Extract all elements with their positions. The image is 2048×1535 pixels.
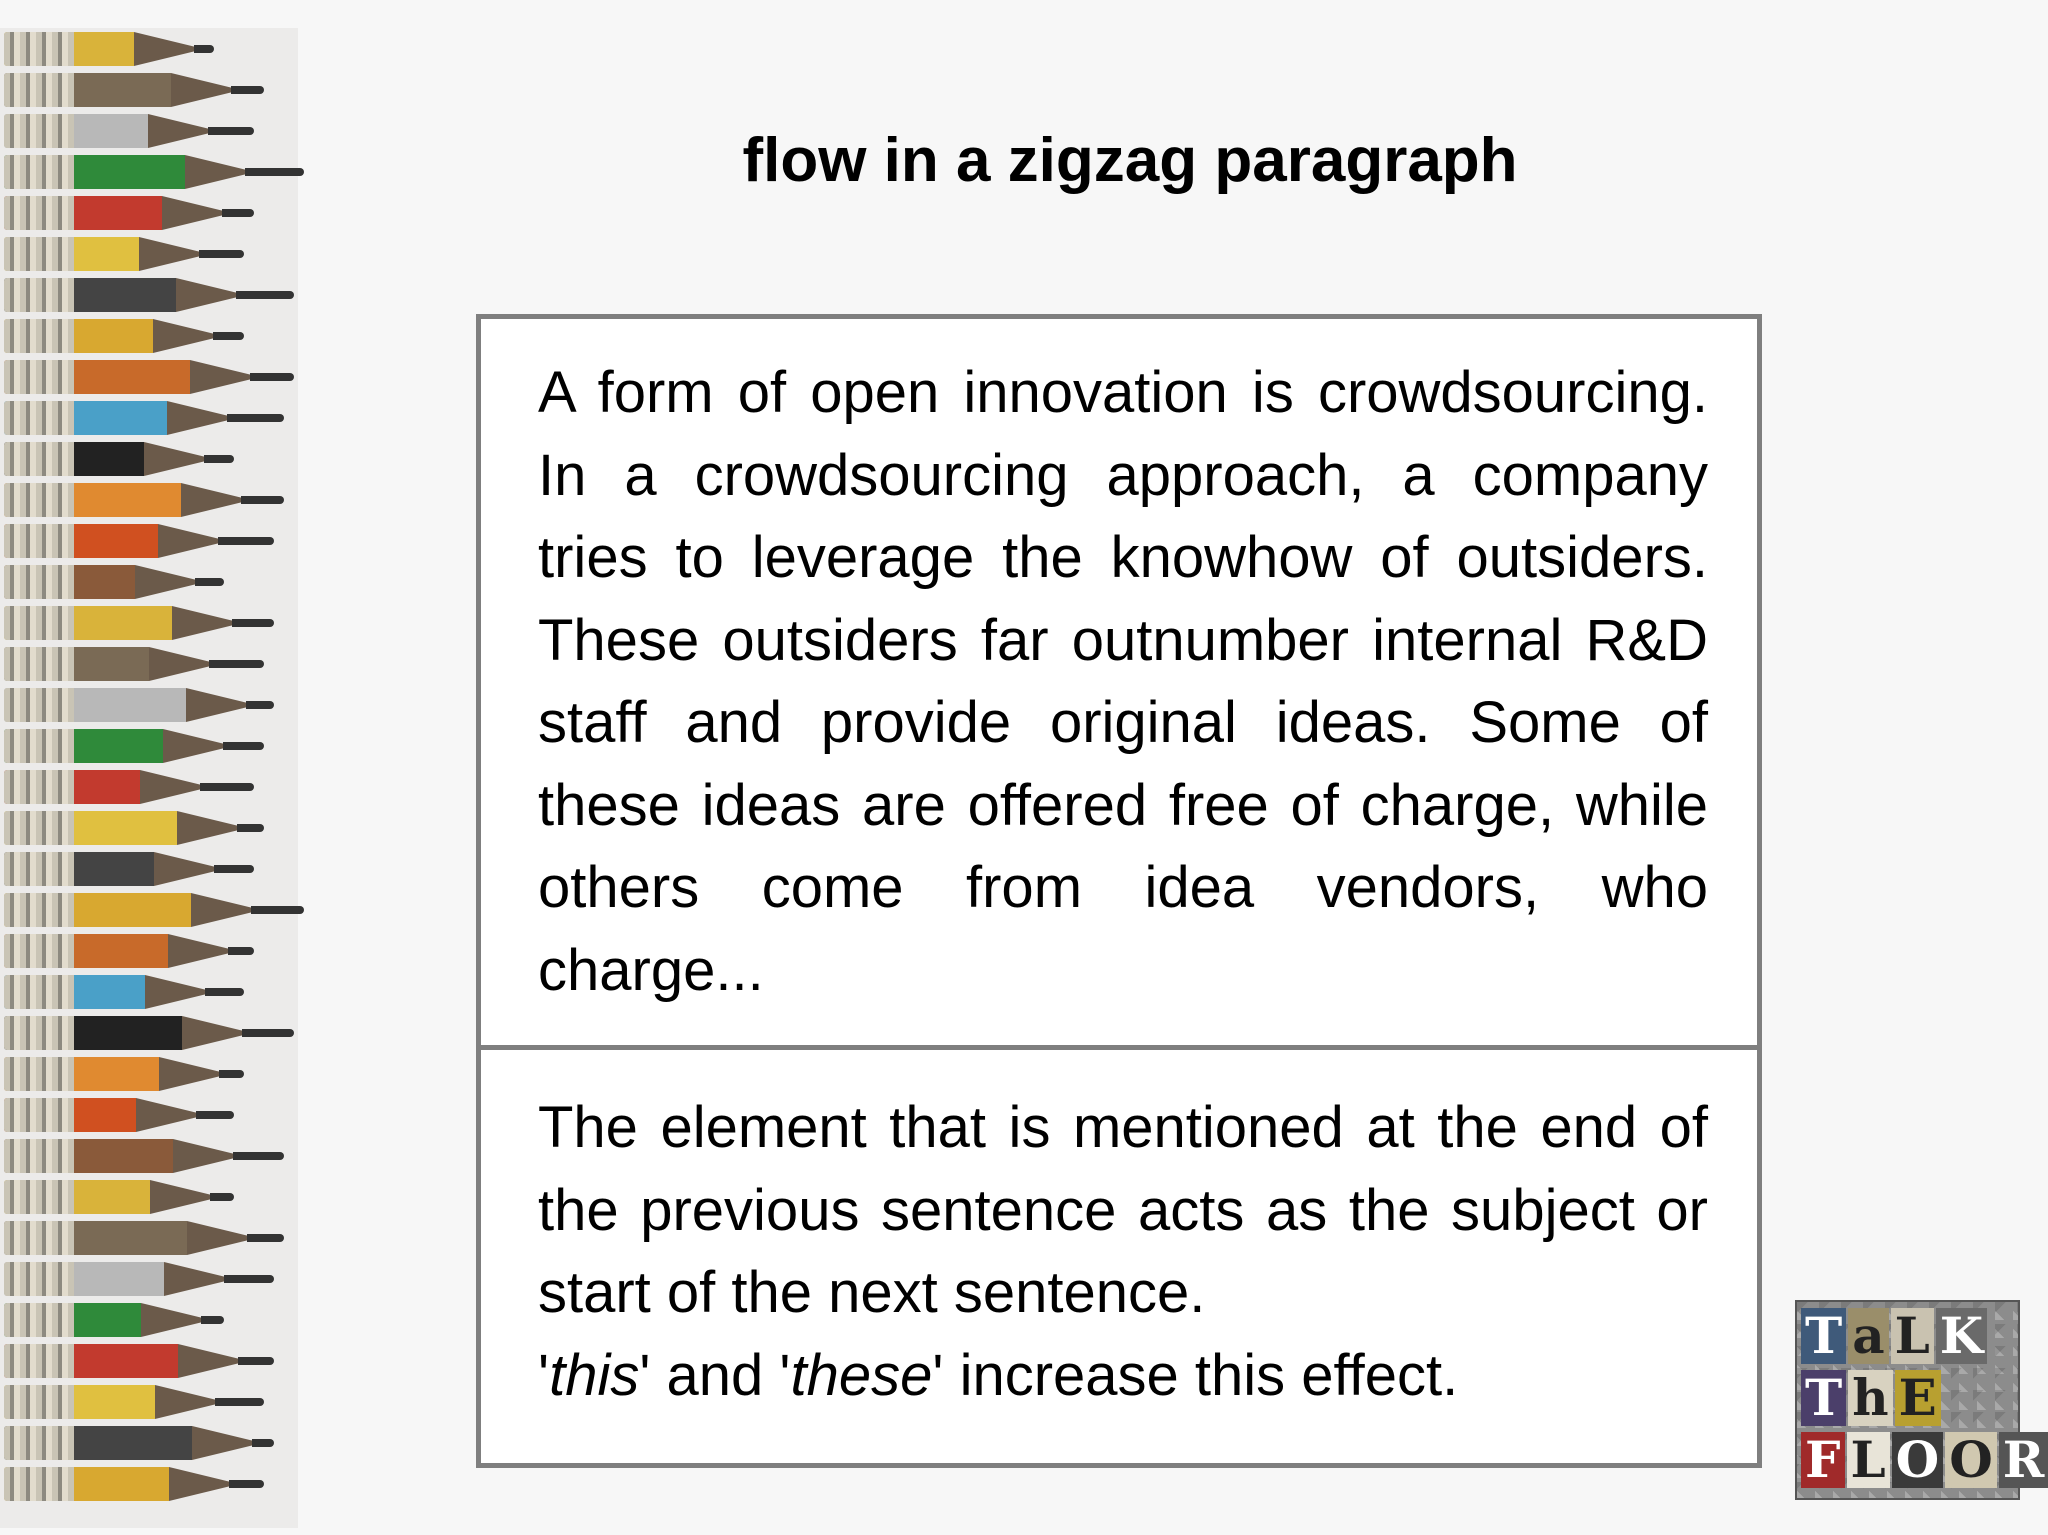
talk-the-floor-logo (1795, 1300, 2045, 1500)
pencil-graphic (4, 114, 148, 148)
quote-tail: ' increase this effect. (932, 1342, 1459, 1408)
pencil-graphic (4, 811, 177, 845)
pencil-graphic (4, 442, 144, 476)
logo-row-1 (1801, 1308, 1987, 1364)
pencil-graphic (4, 1098, 136, 1132)
logo-letter: a (1848, 1308, 1888, 1364)
pencil-graphic (4, 1180, 150, 1214)
pencil-graphic (4, 1344, 178, 1378)
pencil-graphic (4, 852, 154, 886)
pencil-graphic (4, 606, 172, 640)
pencil-graphic (4, 196, 162, 230)
pencil-graphic (4, 73, 171, 107)
pencil-graphic (4, 1221, 187, 1255)
explanation-text: The element that is mentioned at the end of the previous sentence acts as the subject or start of the next sentence. (538, 1095, 1708, 1325)
emphasis-these: these (790, 1342, 933, 1408)
pencil-graphic (4, 893, 191, 927)
explanation-paragraph (538, 1087, 1708, 1417)
quote-middle: ' and ' (639, 1342, 791, 1408)
logo-letter: O (1892, 1432, 1944, 1488)
emphasis-this: this (549, 1342, 640, 1408)
logo-letter: L (1891, 1308, 1934, 1364)
pencil-graphic (4, 319, 153, 353)
pencil-decoration (0, 28, 298, 1528)
pencil-graphic (4, 647, 149, 681)
pencil-graphic (4, 975, 145, 1009)
logo-letter: L (1847, 1432, 1890, 1488)
pencil-graphic (4, 401, 167, 435)
pencil-graphic (4, 565, 135, 599)
box-divider (481, 1045, 1757, 1050)
logo-letter: R (1999, 1432, 2048, 1488)
pencil-graphic (4, 688, 186, 722)
logo-letter: E (1895, 1370, 1941, 1426)
text-box (476, 314, 1762, 1468)
logo-letter: O (1945, 1432, 1997, 1488)
pencil-graphic (4, 483, 181, 517)
pencil-graphic (4, 1467, 169, 1501)
pencil-graphic (4, 729, 163, 763)
pencil-graphic (4, 1139, 173, 1173)
pencil-graphic (4, 1426, 192, 1460)
logo-row-2 (1801, 1370, 1941, 1426)
logo-letter: F (1801, 1432, 1845, 1488)
pencil-graphic (4, 1303, 141, 1337)
pencil-graphic (4, 524, 158, 558)
pencil-graphic (4, 278, 176, 312)
quote-open: ' (538, 1342, 550, 1408)
logo-row-3 (1801, 1432, 2048, 1488)
pencil-graphic (4, 1016, 182, 1050)
pencil-graphic (4, 237, 139, 271)
pencil-graphic (4, 1262, 164, 1296)
logo-letter: K (1936, 1308, 1987, 1364)
pencil-graphic (4, 1057, 159, 1091)
example-paragraph: A form of open innovation is crowdsourcing. In a crowdsourcing approach, a company tries to leverage the knowhow of outsiders. These outsiders far outnumber internal R&D staff and provide original ideas. Some of these ideas are offered free of charge, while others come from idea vendors, who charge... (538, 360, 1708, 1003)
pencil-graphic (4, 32, 134, 66)
logo-letter: T (1801, 1370, 1846, 1426)
pencil-graphic (4, 360, 190, 394)
pencil-graphic (4, 934, 168, 968)
pencil-graphic (4, 1385, 155, 1419)
logo-letter: T (1801, 1308, 1846, 1364)
pencil-graphic (4, 155, 185, 189)
explanation-emphasis-line (538, 1335, 1708, 1418)
logo-letter: h (1848, 1370, 1892, 1426)
slide-title: flow in a zigzag paragraph (742, 126, 1518, 195)
pencil-graphic (4, 770, 140, 804)
